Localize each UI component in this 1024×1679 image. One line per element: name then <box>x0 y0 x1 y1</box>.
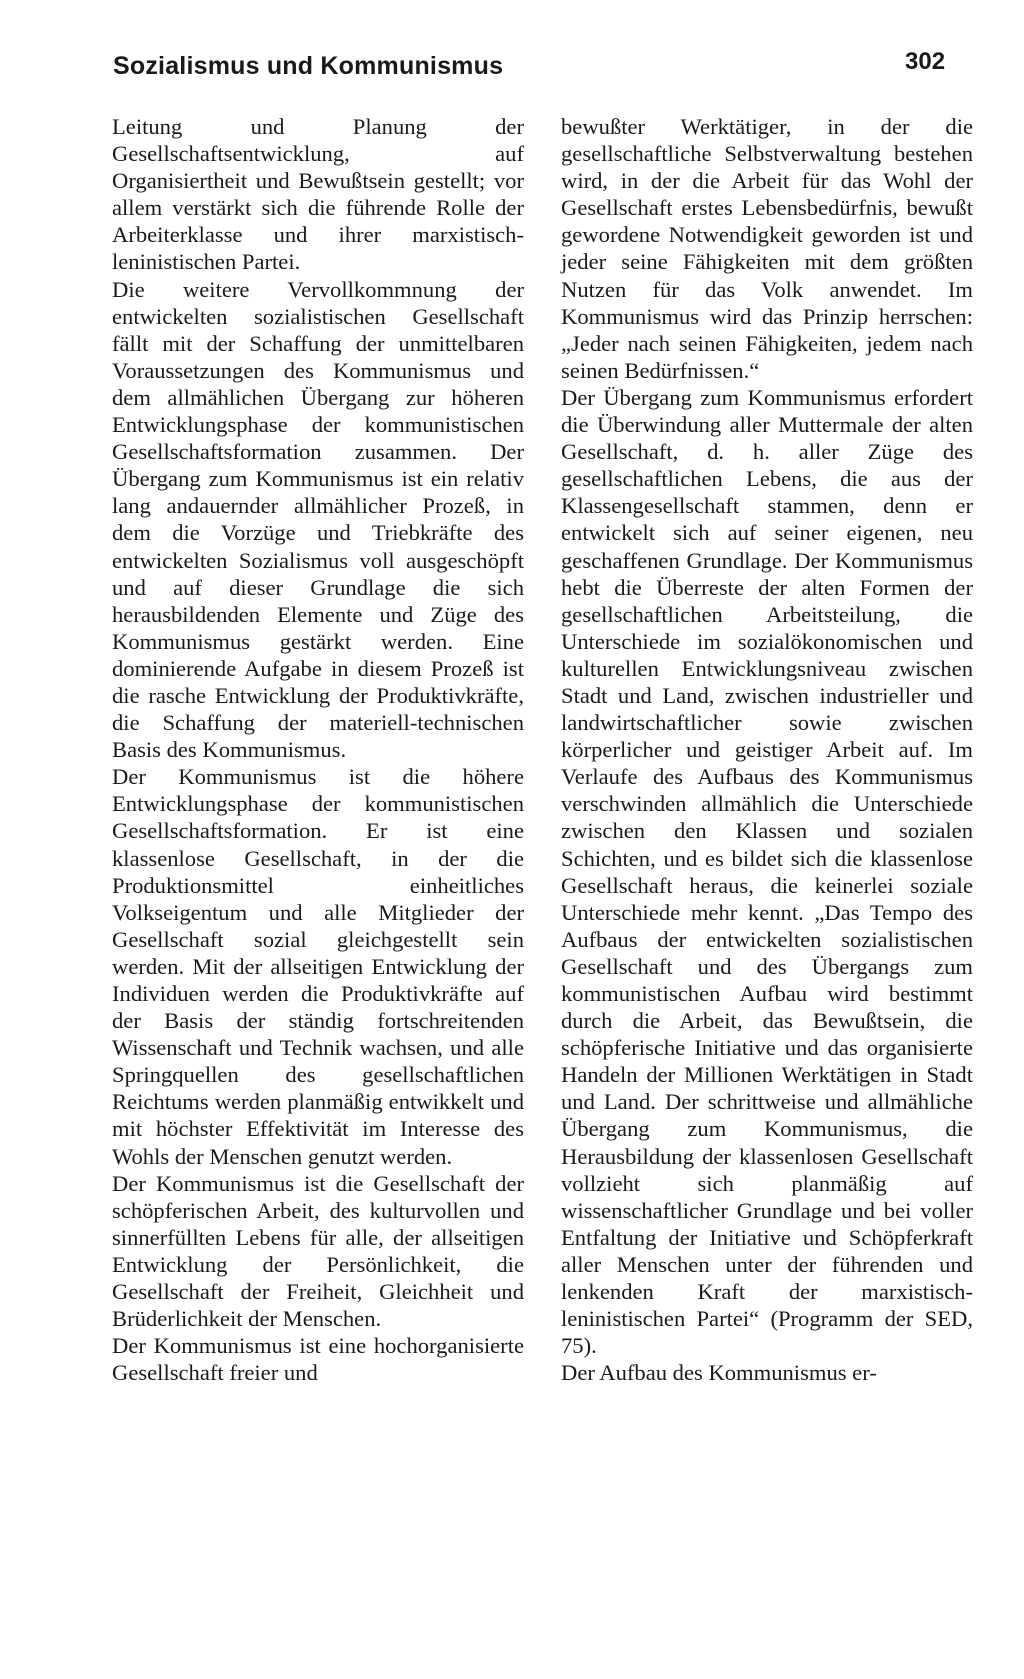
paragraph: Der Kommunismus ist eine hochorganisierte Gesellschaft freier und <box>112 1333 524 1386</box>
paragraph: Der Übergang zum Kommunismus erfordert die Überwindung aller Muttermale der alten Gesellschaft, d. h. aller Züge des gesellschaftlichen Lebens, die aus der Klassengesellschaft stammen, denn er entwickelt sich auf seiner eigenen, neu geschaffenen Grundlage. Der Kommunismus hebt die Überreste der alten Formen der gesellschaftlichen Arbeitsteilung, die Unterschiede im sozialökonomischen und kulturellen Entwicklungsniveau zwischen Stadt und Land, zwischen industrieller und landwirtschaftlicher sowie zwischen körperlicher und geistiger Arbeit auf. Im Verlaufe des Aufbaus des Kommunismus verschwinden allmählich die Unterschiede zwischen den Klassen und sozialen Schichten, und es bildet sich die klassenlose Gesellschaft heraus, die keinerlei soziale Unterschiede mehr kennt. „Das Tempo des Aufbaus der entwickelten sozialistischen Gesellschaft und des Übergangs zum kommunistischen Aufbau wird bestimmt durch die Arbeit, das Bewußtsein, die schöpferische Initiative und das organisierte Handeln der Millionen Werktätigen in Stadt und Land. Der schrittweise und allmähliche Übergang zum Kommunismus, die Herausbildung der klassenlosen Gesellschaft vollzieht sich planmäßig auf wissenschaftlicher Grundlage und bei voller Entfaltung der Initiative und Schöpferkraft aller Menschen unter der führenden und lenkenden Kraft der marxistisch-leninistischen Partei“ (Programm der SED, 75). <box>561 384 973 1359</box>
paragraph: Die weitere Vervollkommnung der entwickelten sozialistischen Gesellschaft fällt mit der Schaffung der unmittelbaren Voraussetzungen des Kommunismus und dem allmählichen Übergang zur höheren Entwicklungsphase der kommunistischen Gesellschaftsformation zusammen. Der Übergang zum Kommunismus ist ein relativ lang andauernder allmählicher Prozeß, in dem die Vorzüge und Triebkräfte des entwickelten Sozialismus voll ausgeschöpft und auf dieser Grundlage die sich herausbildenden Elemente und Züge des Kommunismus gestärkt werden. Eine dominierende Aufgabe in diesem Prozeß ist die rasche Entwicklung der Produktivkräfte, die Schaffung der materiell-technischen Basis des Kommunismus. <box>112 276 524 763</box>
left-text-column <box>112 113 524 1386</box>
paragraph: Leitung und Planung der Gesellschaftsentwicklung, auf Organisiertheit und Bewußtsein gestellt; vor allem verstärkt sich die führende Rolle der Arbeiterklasse und ihrer marxistisch-leninistischen Partei. <box>112 114 524 275</box>
paragraph: Der Kommunismus ist die höhere Entwicklungsphase der kommunistischen Gesellschaftsformation. Er ist eine klassenlose Gesellschaft, in der die Produktionsmittel einheitliches Volkseigentum und alle Mitglieder der Gesellschaft sozial gleichgestellt sein werden. Mit der allseitigen Entwicklung der Individuen werden die Produktivkräfte auf der Basis der ständig fortschreitenden Wissenschaft und Technik wachsen, und alle Springquellen des gesellschaftlichen Reichtums werden planmäßig entwikkelt und mit höchster Effektivität im Interesse des Wohls der Menschen genutzt werden. <box>112 764 524 1169</box>
running-head-title: Sozialismus und Kommunismus <box>113 52 504 80</box>
page-number: 302 <box>905 48 946 75</box>
right-text-column <box>561 113 973 1386</box>
paragraph: Der Kommunismus ist die Gesellschaft der schöpferischen Arbeit, des kulturvollen und sinnerfüllten Lebens für alle, der allseitigen Entwicklung der Persönlichkeit, die Gesellschaft der Freiheit, Gleichheit und Brüderlichkeit der Menschen. <box>112 1170 524 1332</box>
paragraph: bewußter Werktätiger, in der die gesellschaftliche Selbstverwaltung bestehen wird, in der die Arbeit für das Wohl der Gesellschaft erstes Lebensbedürfnis, bewußt gewordene Notwendigkeit geworden ist und jeder seine Fähigkeiten mit dem größten Nutzen für das Volk anwendet. Im Kommunismus wird das Prinzip herrschen: „Jeder nach seinen Fähigkeiten, jedem nach seinen Bedürfnissen.“ <box>561 114 973 383</box>
paragraph: Der Aufbau des Kommunismus er- <box>561 1360 877 1386</box>
